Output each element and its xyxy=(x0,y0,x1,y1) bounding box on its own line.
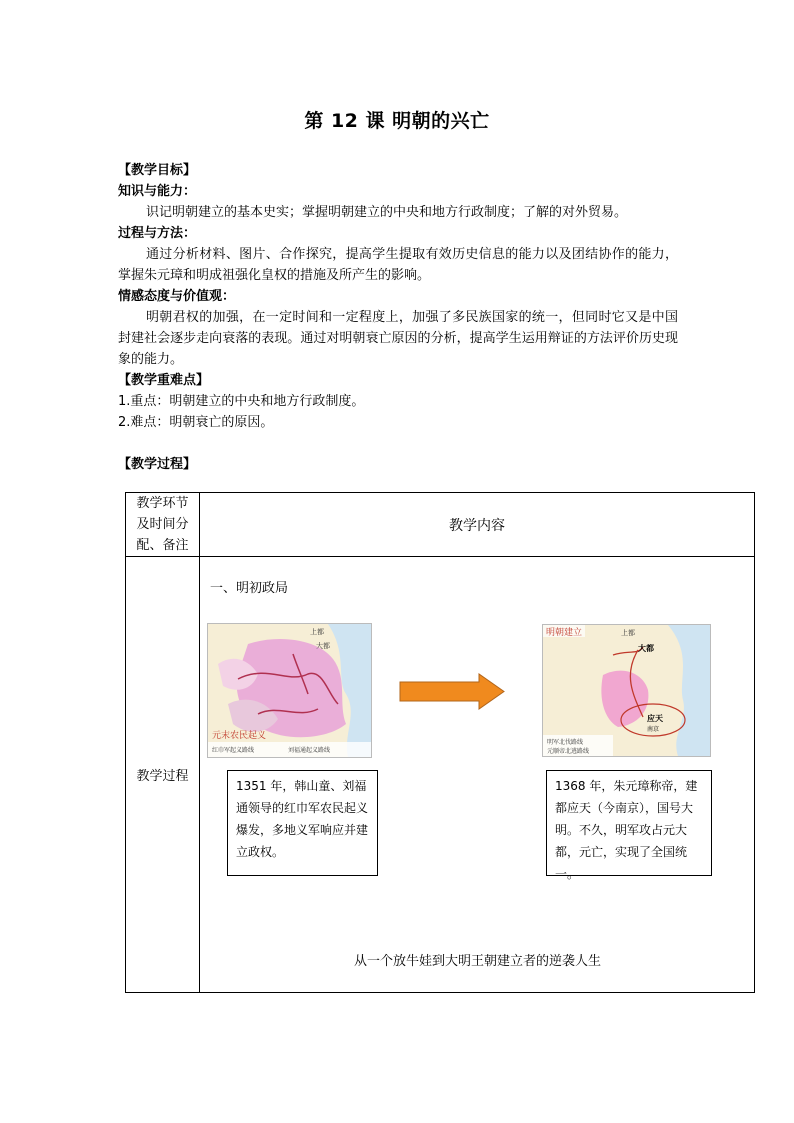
content-cell xyxy=(200,557,755,993)
ming-founding-map xyxy=(542,624,711,757)
knowledge-text: 识记明朝建立的基本史实；掌握明朝建立的中央和地方行政制度；了解的对外贸易。 xyxy=(146,205,628,220)
section-title: 一、明初政局 xyxy=(210,581,289,596)
map-image-right xyxy=(543,625,710,756)
table-header-right: 教学内容 xyxy=(200,493,755,557)
map-image-left xyxy=(208,624,371,757)
process-heading: 【教学过程】 xyxy=(118,457,197,472)
map-title-right: 明朝建立 xyxy=(546,628,583,638)
map-place-right-4: 南京 xyxy=(647,726,660,733)
header-left-line: 及时间分 xyxy=(136,517,189,532)
header-left-line: 教学环节 xyxy=(136,496,189,511)
lesson-table xyxy=(125,492,755,993)
row-label: 教学过程 xyxy=(126,557,200,993)
map-place-right-2: 大都 xyxy=(638,644,654,653)
map-legend-right-2: 元顺帝北逃路线 xyxy=(547,748,590,755)
map-place-right-1: 上都 xyxy=(621,629,635,637)
event-box-1351: 1351 年，韩山童、刘福通领导的红巾军农民起义爆发，多地义军响应并建立政权。 xyxy=(227,770,378,876)
map-place-right-3: 应天 xyxy=(647,714,663,723)
process-label: 过程与方法： xyxy=(118,226,197,241)
table-header-left xyxy=(126,493,200,557)
process-text: 通过分析材料、图片、合作探究，提高学生提取有效历史信息的能力以及团结协作的能力，掌握朱元璋和明成祖强化皇权的措施及所产生的影响。 xyxy=(118,247,678,283)
emotion-label: 情感态度与价值观： xyxy=(118,289,236,304)
bottom-caption: 从一个放牛娃到大明王朝建立者的逆袭人生 xyxy=(353,954,601,969)
key-point-2: 2.难点：明朝衰亡的原因。 xyxy=(118,415,274,430)
map-place-left-2: 大都 xyxy=(316,642,330,650)
page-title: 第 12 课 明朝的兴亡 xyxy=(304,110,490,132)
yuan-uprising-map xyxy=(207,623,372,758)
knowledge-label: 知识与能力： xyxy=(118,184,197,199)
emotion-text: 明朝君权的加强，在一定时间和一定程度上，加强了多民族国家的统一，但同时它又是中国封建社会逐步走向衰落的表现。通过对明朝衰亡原因的分析，提高学生运用辩证的方法评价历史现象的能力。 xyxy=(118,310,678,367)
header-left-line: 配、备注 xyxy=(136,538,189,553)
key-point-1: 1.重点：明朝建立的中央和地方行政制度。 xyxy=(118,394,365,409)
event-box-1368: 1368 年，朱元璋称帝，建都应天（今南京），国号大明。不久，明军攻占元大都，元亡，实现了全国统一。 xyxy=(546,770,712,876)
map-legend-right-1: 明军北伐路线 xyxy=(547,739,584,746)
map-legend-left-2: 刘福通起义路线 xyxy=(288,747,331,754)
key-points-heading: 【教学重难点】 xyxy=(118,373,210,388)
objectives-heading: 【教学目标】 xyxy=(118,163,197,178)
map-place-left-1: 上都 xyxy=(310,628,324,636)
right-arrow-icon xyxy=(399,673,506,710)
map-legend-left-1: 红巾军起义路线 xyxy=(212,747,255,754)
map-title-left: 元末农民起义 xyxy=(212,731,267,741)
